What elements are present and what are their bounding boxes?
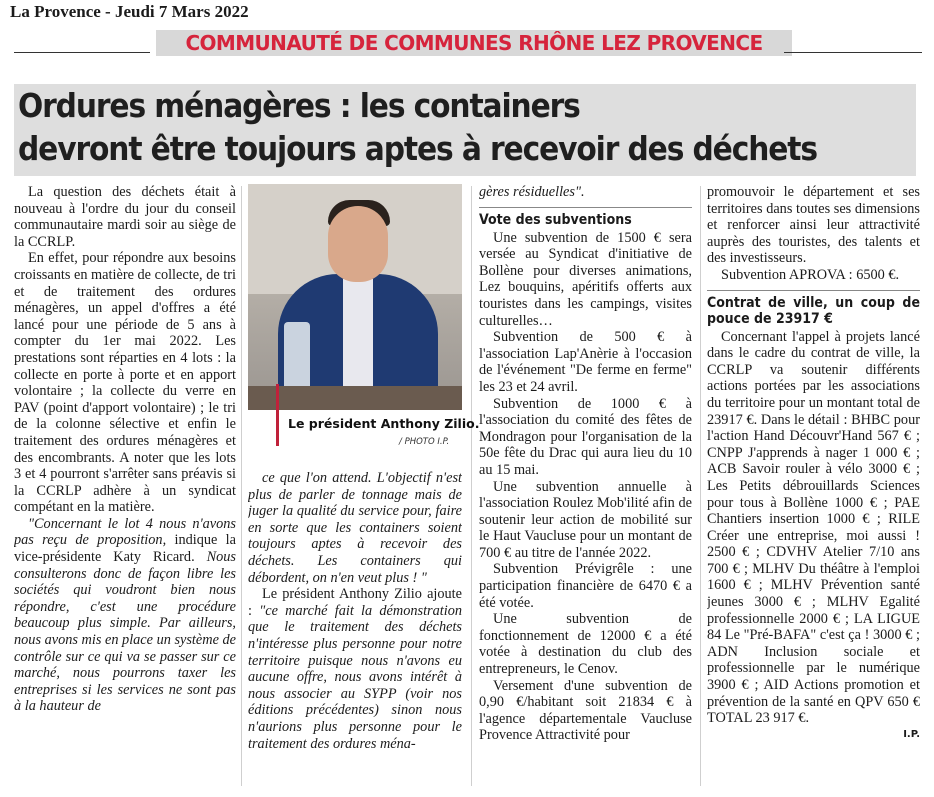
- paragraph: La question des déchets était à nouveau à l'ordre du jour du conseil communautaire mardi soir au siège de la CCRLP.: [14, 184, 236, 250]
- attribution: indique la vice-présidente Katy Ricard.: [14, 532, 236, 566]
- paragraph: Versement d'une subvention de 0,90 €/habitant soit 21834 € à l'agence départementale Vaucluse Provence Attractivité pour: [479, 677, 692, 744]
- quote-text: "ce marché fait la démonstration que le traitement des déchets n'intéresse plus personne pour notre territoire puisque nous n'avons eu aucune offre, nous avons intérêt à nous associer au SYPP (voir nos éditions précédentes) sinon nous n'aurions plus personne pour le traitement des ordures ména-: [248, 602, 462, 752]
- headline-line-2: devront être toujours aptes à recevoir des déchets: [18, 129, 817, 168]
- photo-caption: Le président Anthony Zilio.: [288, 416, 480, 431]
- paragraph: Subvention de 1000 € à l'association du comité des fêtes de Mondragon pour l'organisation de la 50e fête du Drac qui aura lieu du 10 au 15 mai.: [479, 395, 692, 478]
- article-column-2: [248, 184, 462, 792]
- article-column-3: [479, 184, 692, 792]
- paragraph: Subvention Prévigrêle : une participation financière de 6470 € a été votée.: [479, 561, 692, 611]
- paragraph-quote: [14, 516, 236, 715]
- subheading: [707, 290, 920, 327]
- section-rule-left: [14, 52, 150, 53]
- quote-text: Nous consulterons donc de façon libre les sociétés qui voudront bien nous répondre, c'est une procédure beaucoup plus simple. Par ailleurs, nous avons mis en place un système de contrôle sur ce qui va se passer sur ce marché, nous pourrons taxer les entreprises si les services ne sont pas à la hauteur de: [14, 549, 236, 715]
- subheading: Vote des subventions: [479, 207, 692, 228]
- column-2-text: [248, 470, 462, 752]
- paragraph: promouvoir le département et ses territoires dans toutes ses dimensions et renforcer ainsi leur attractivité auprès des touristes, des talents et des investisseurs.: [707, 184, 920, 267]
- subheading-currency: €: [819, 310, 833, 327]
- paragraph-quote: ce que l'on attend. L'objectif n'est plus de parler de tonnage mais de juger la qualité du service pour, faire en sorte que les containers soient toujours aptes à recevoir des déchets. Les containers qui débordent, on n'en veut plus ! ": [248, 470, 462, 586]
- paragraph: Une subvention de fonctionnement de 12000 € a été votée à destination du club des entrepreneurs, le Cenov.: [479, 611, 692, 678]
- paragraph: En effet, pour répondre aux besoins croissants en matière de collecte, de tri et de traitement des ordures ménagères, un appel d'offres a été lancé pour une période de 5 ans à compter du 1er mai 2022. Les prestations sont réparties en 4 lots : la collecte en porte à porte et en apport volontaire ; la collecte du verre en PAV (point d'apport volontaire) ; le tri de la colonne sélective et enfin le traitement des ordures ménagères et des encombrants. A noter que les lots 3 et 4 pourront s'arrêter sans préavis si la CCRLP adhère à un syndicat compétant en la matière.: [14, 250, 236, 516]
- paragraph: Une subvention annuelle à l'association Roulez Mob'ilité afin de soutenir leur action de mobilité sur le Haut Vaucluse pour un montant de 700 € au titre de l'année 2022.: [479, 478, 692, 561]
- masthead: La Provence - Jeudi 7 Mars 2022: [10, 2, 249, 21]
- attribution: Le président Anthony Zilio ajoute :: [248, 586, 462, 619]
- section-title: COMMUNAUTÉ DE COMMUNES RHÔNE LEZ PROVENCE: [156, 30, 792, 56]
- column-divider: [471, 186, 472, 786]
- section-header: [14, 30, 922, 56]
- section-rule-right: [784, 52, 922, 53]
- column-divider: [241, 186, 242, 786]
- paragraph: Subvention APROVA : 6500 €.: [721, 266, 900, 283]
- paragraph: [248, 586, 462, 752]
- photo-credit: / PHOTO I.P.: [399, 437, 450, 447]
- headline-line-1: Ordures ménagères : les containers: [18, 86, 580, 125]
- column-divider: [700, 186, 701, 786]
- headline: [14, 84, 916, 176]
- paragraph: Concernant l'appel à projets lancé dans le cadre du contrat de ville, la CCRLP va soutenir différents actions portées par les associations du territoire pour un montant total de 23917 €. Dans le détail : BHBC pour l'action Hand Découvr'Hand 567 € ; CNPP J'apprends à nager 1 000 € ; ACB Savoir rouler à vélo 3000 € ; Les Petits débrouillards Sciences pour tous à Bollène 1000 € ; PAE Chantiers insertion 1000 € ; RILE Créer une entreprise, moi aussi ! 2500 € ; CDVHV Atelier 7/10 ans 700 € ; MLHV Du théâtre à l'emploi 1600 € ; MLHV Prévention santé jeunes 3000 € ; MLHV Egalité professionnelle 2000 € ; LA LIGUE 84 Le "Pré-BAFA" c'est ça ! 3000 € ; ADN Inclusion sociale et professionnelle par le numérique 3900 € ; AID Actions promotion et prévention de la santé en QPV 650 € TOTAL 23 917 €.: [707, 328, 920, 727]
- paragraph: Une subvention de 1500 € sera versée au Syndicat d'initiative de Bollène pour diverses animations, Lez bouquins, apéritifs offerts aux touristes dans les campings, visites culturelles…: [479, 229, 692, 329]
- author-signature: I.P.: [903, 728, 920, 740]
- article-column-4: [707, 184, 920, 792]
- subheading-text: Contrat de ville, un coup de pouce de 23917: [707, 294, 920, 327]
- article-column-1: [14, 184, 236, 792]
- paragraph-quote: gères résiduelles".: [479, 184, 585, 200]
- paragraph: Subvention de 500 € à l'association Lap'Anèrie à l'occasion de l'événement "De ferme en ferme" les 23 et 24 avril.: [479, 329, 692, 395]
- quote-text: "Concernant le lot 4 nous n'avons pas reçu de proposition,: [14, 515, 236, 549]
